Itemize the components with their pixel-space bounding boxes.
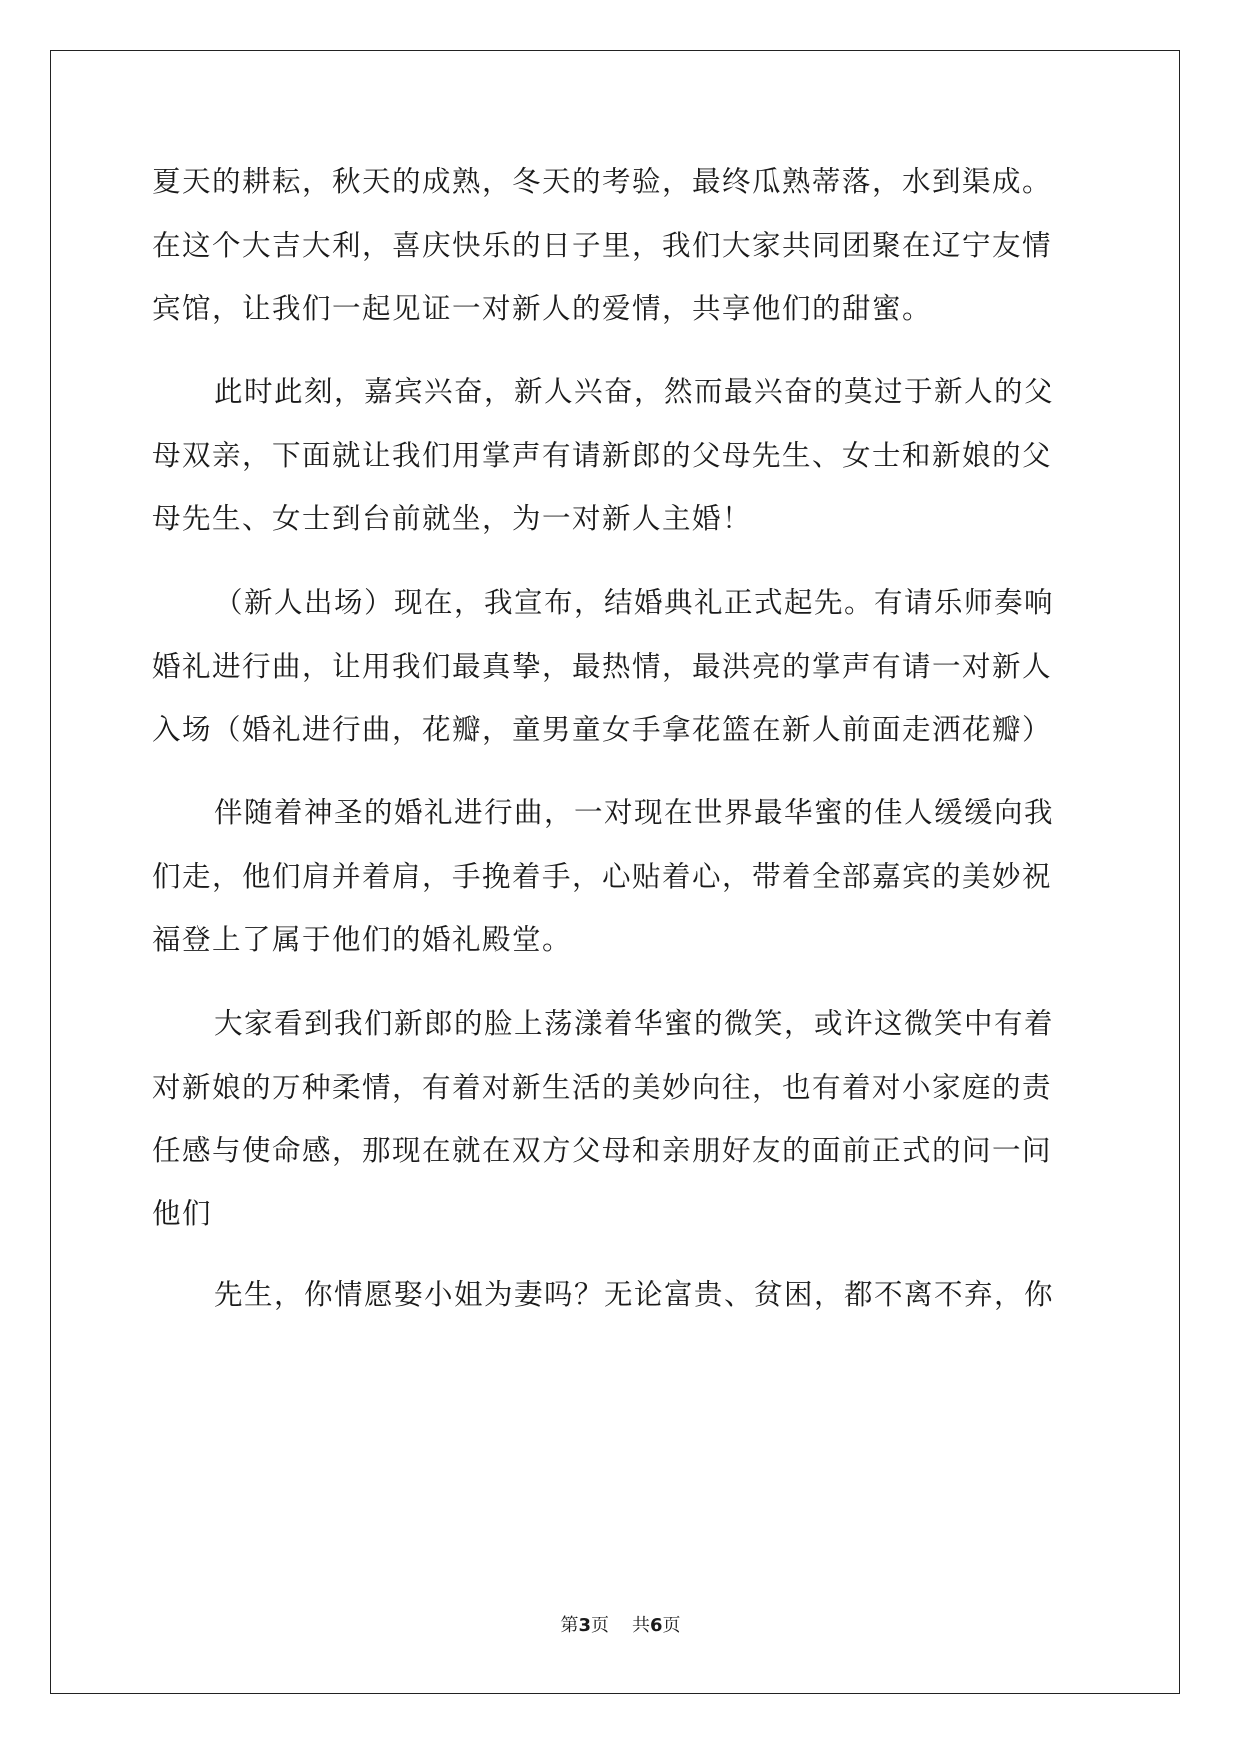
total-pages: 6 (649, 1615, 663, 1636)
text-line: 夏天的耕耘，秋天的成熟，冬天的考验，最终瓜熟蒂落，水到渠成。 (152, 165, 1053, 198)
text-line: 婚礼进行曲，让用我们最真挚，最热情，最洪亮的掌声有请一对新人 (152, 650, 1053, 683)
text-line: 母先生、女士到台前就坐，为一对新人主婚！ (152, 502, 753, 535)
text-line: 母双亲，下面就让我们用掌声有请新郎的父母先生、女士和新娘的父 (152, 439, 1053, 472)
paragraph-start-line: 先生，你情愿娶小姐为妻吗？无论富贵、贫困，都不离不弃，你 (214, 1278, 1055, 1311)
footer-total-prefix: 共 (631, 1615, 650, 1636)
paragraph-start-line: 伴随着神圣的婚礼进行曲，一对现在世界最华蜜的佳人缓缓向我 (214, 796, 1055, 829)
text-line: 任感与使命感，那现在就在双方父母和亲朋好友的面前正式的问一问 (152, 1134, 1053, 1167)
footer-page-unit: 页 (591, 1615, 610, 1636)
footer-total-unit: 页 (662, 1615, 681, 1636)
text-line: 在这个大吉大利，喜庆快乐的日子里，我们大家共同团聚在辽宁友情 (152, 229, 1053, 262)
paragraph-start-line: （新人出场）现在，我宣布，结婚典礼正式起先。有请乐师奏响 (214, 586, 1055, 619)
paragraph-start-line: 此时此刻，嘉宾兴奋，新人兴奋，然而最兴奋的莫过于新人的父 (214, 375, 1055, 408)
text-line: 对新娘的万种柔情，有着对新生活的美妙向往，也有着对小家庭的责 (152, 1071, 1053, 1104)
text-line: 们走，他们肩并着肩，手挽着手，心贴着心，带着全部嘉宾的美妙祝 (152, 860, 1053, 893)
paragraph-start-line: 大家看到我们新郎的脸上荡漾着华蜜的微笑，或许这微笑中有着 (214, 1007, 1055, 1040)
page-footer (0, 1614, 1241, 1638)
text-line: 入场（婚礼进行曲，花瓣，童男童女手拿花篮在新人前面走洒花瓣） (152, 713, 1053, 746)
footer-prefix: 第 (560, 1615, 579, 1636)
text-line: 福登上了属于他们的婚礼殿堂。 (152, 923, 573, 956)
page-number: 3 (578, 1615, 592, 1636)
text-line: 他们 (152, 1197, 213, 1230)
text-line: 宾馆，让我们一起见证一对新人的爱情，共享他们的甜蜜。 (152, 292, 933, 325)
